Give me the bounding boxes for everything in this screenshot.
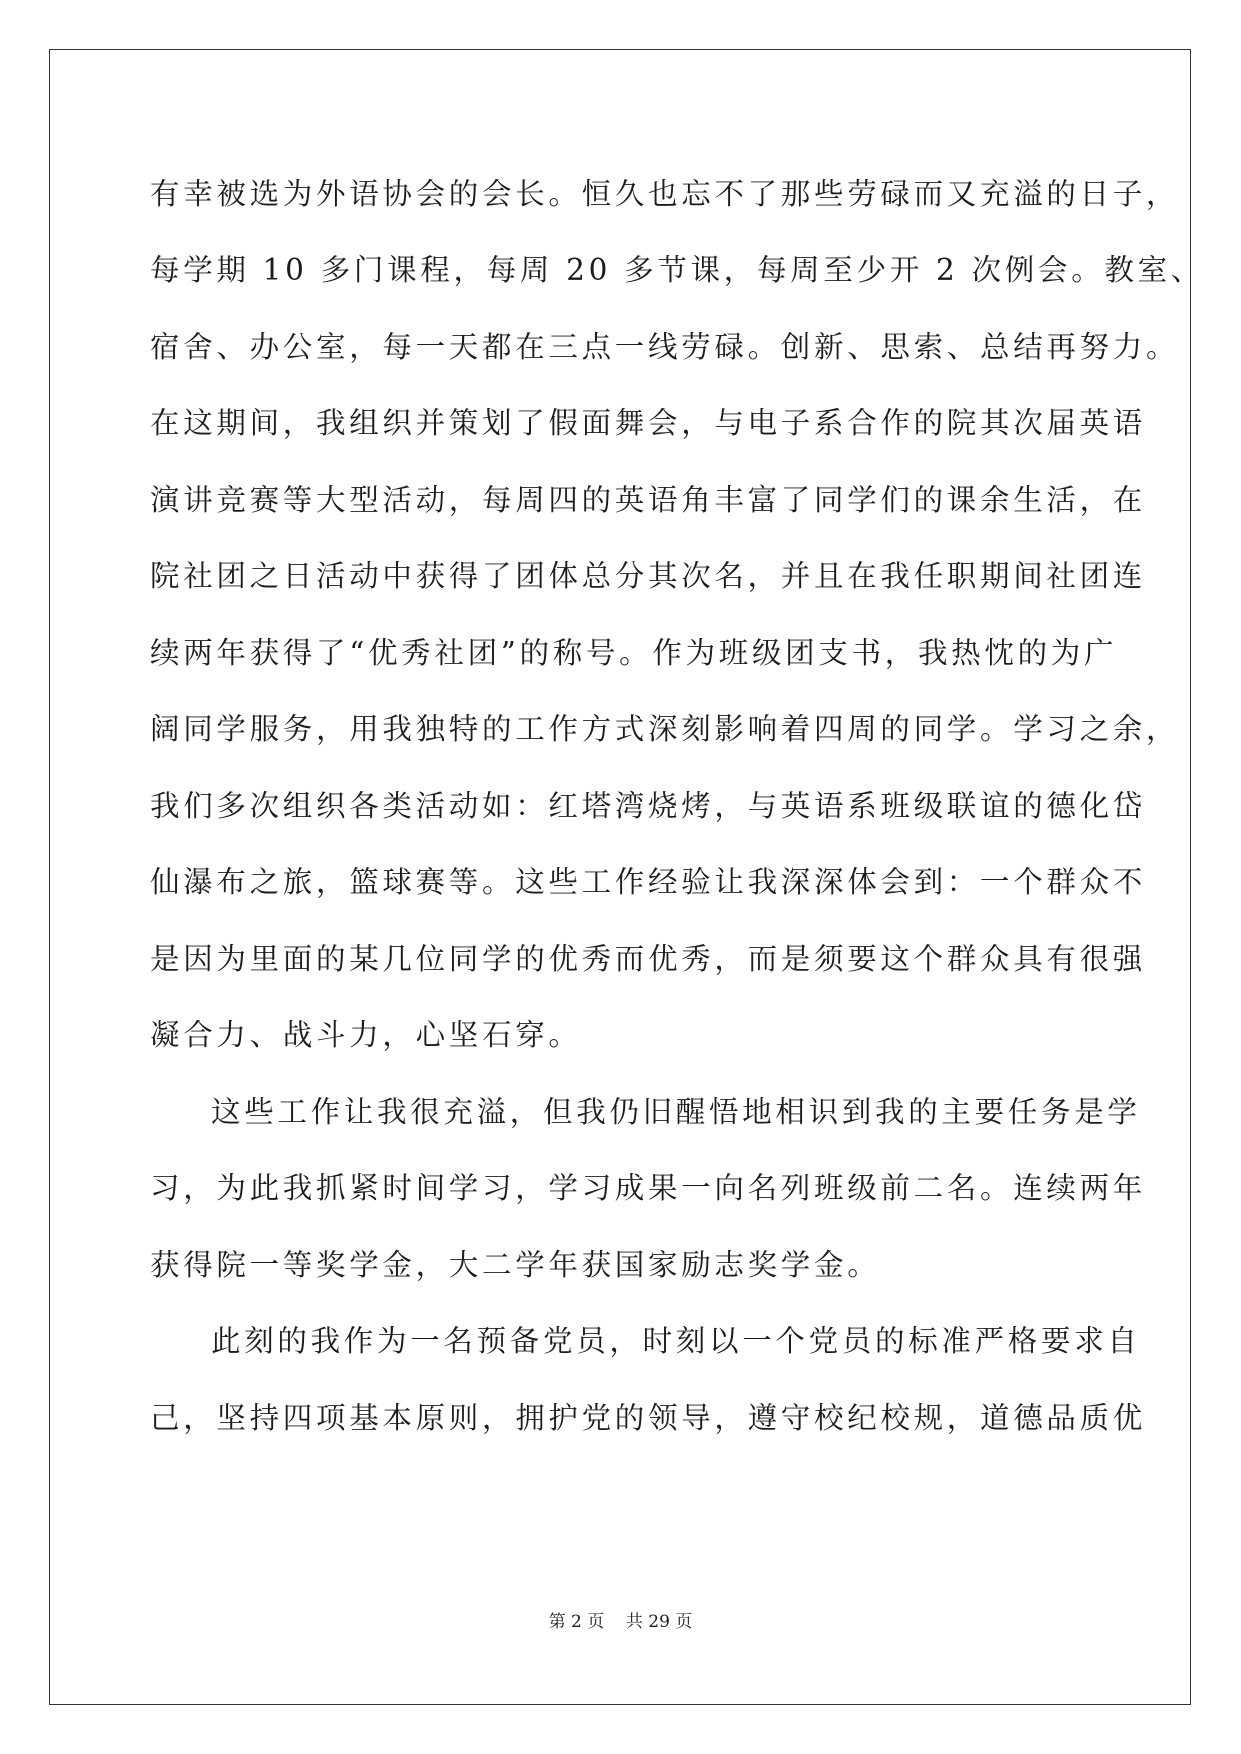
- text-line: 院社团之日活动中获得了团体总分其次名，并且在我任职期间社团连: [150, 559, 1147, 593]
- text-line: 仙瀑布之旅，篮球赛等。这些工作经验让我深深体会到：一个群众不: [150, 865, 1147, 899]
- text-line: 习，为此我抓紧时间学习，学习成果一向名列班级前二名。连续两年: [150, 1171, 1147, 1205]
- page-number-footer: 第 2 页 共 29 页: [548, 1612, 693, 1632]
- text-line: 演讲竞赛等大型活动，每周四的英语角丰富了同学们的课余生活，在: [150, 483, 1147, 517]
- text-line: 有幸被选为外语协会的会长。恒久也忘不了那些劳碌而又充溢的日子，: [150, 177, 1180, 211]
- text-line: 获得院一等奖学金，大二学年获国家励志奖学金。: [150, 1248, 881, 1282]
- text-line: 我们多次组织各类活动如：红塔湾烧烤，与英语系班级联谊的德化岱: [150, 789, 1147, 823]
- text-line: 续两年获得了“优秀社团”的称号。作为班级团支书，我热忱的为广: [150, 636, 1118, 670]
- text-line: 宿舍、办公室，每一天都在三点一线劳碌。创新、思索、总结再努力。: [150, 330, 1180, 364]
- paragraph-start-line: 此刻的我作为一名预备党员，时刻以一个党员的标准严格要求自: [211, 1324, 1141, 1358]
- text-line: 阔同学服务，用我独特的工作方式深刻影响着四周的同学。学习之余，: [150, 712, 1180, 746]
- text-line: 在这期间，我组织并策划了假面舞会，与电子系合作的院其次届英语: [150, 406, 1147, 440]
- text-line: 每学期 10 多门课程，每周 20 多节课，每周至少开 2 次例会。教室、: [150, 253, 1205, 287]
- text-line: 己，坚持四项基本原则，拥护党的领导，遵守校纪校规，道德品质优: [150, 1401, 1147, 1435]
- paragraph-start-line: 这些工作让我很充溢，但我仍旧醒悟地相识到我的主要任务是学: [211, 1095, 1141, 1129]
- text-line: 凝合力、战斗力，心坚石穿。: [150, 1018, 582, 1052]
- text-line: 是因为里面的某几位同学的优秀而优秀，而是须要这个群众具有很强: [150, 942, 1147, 976]
